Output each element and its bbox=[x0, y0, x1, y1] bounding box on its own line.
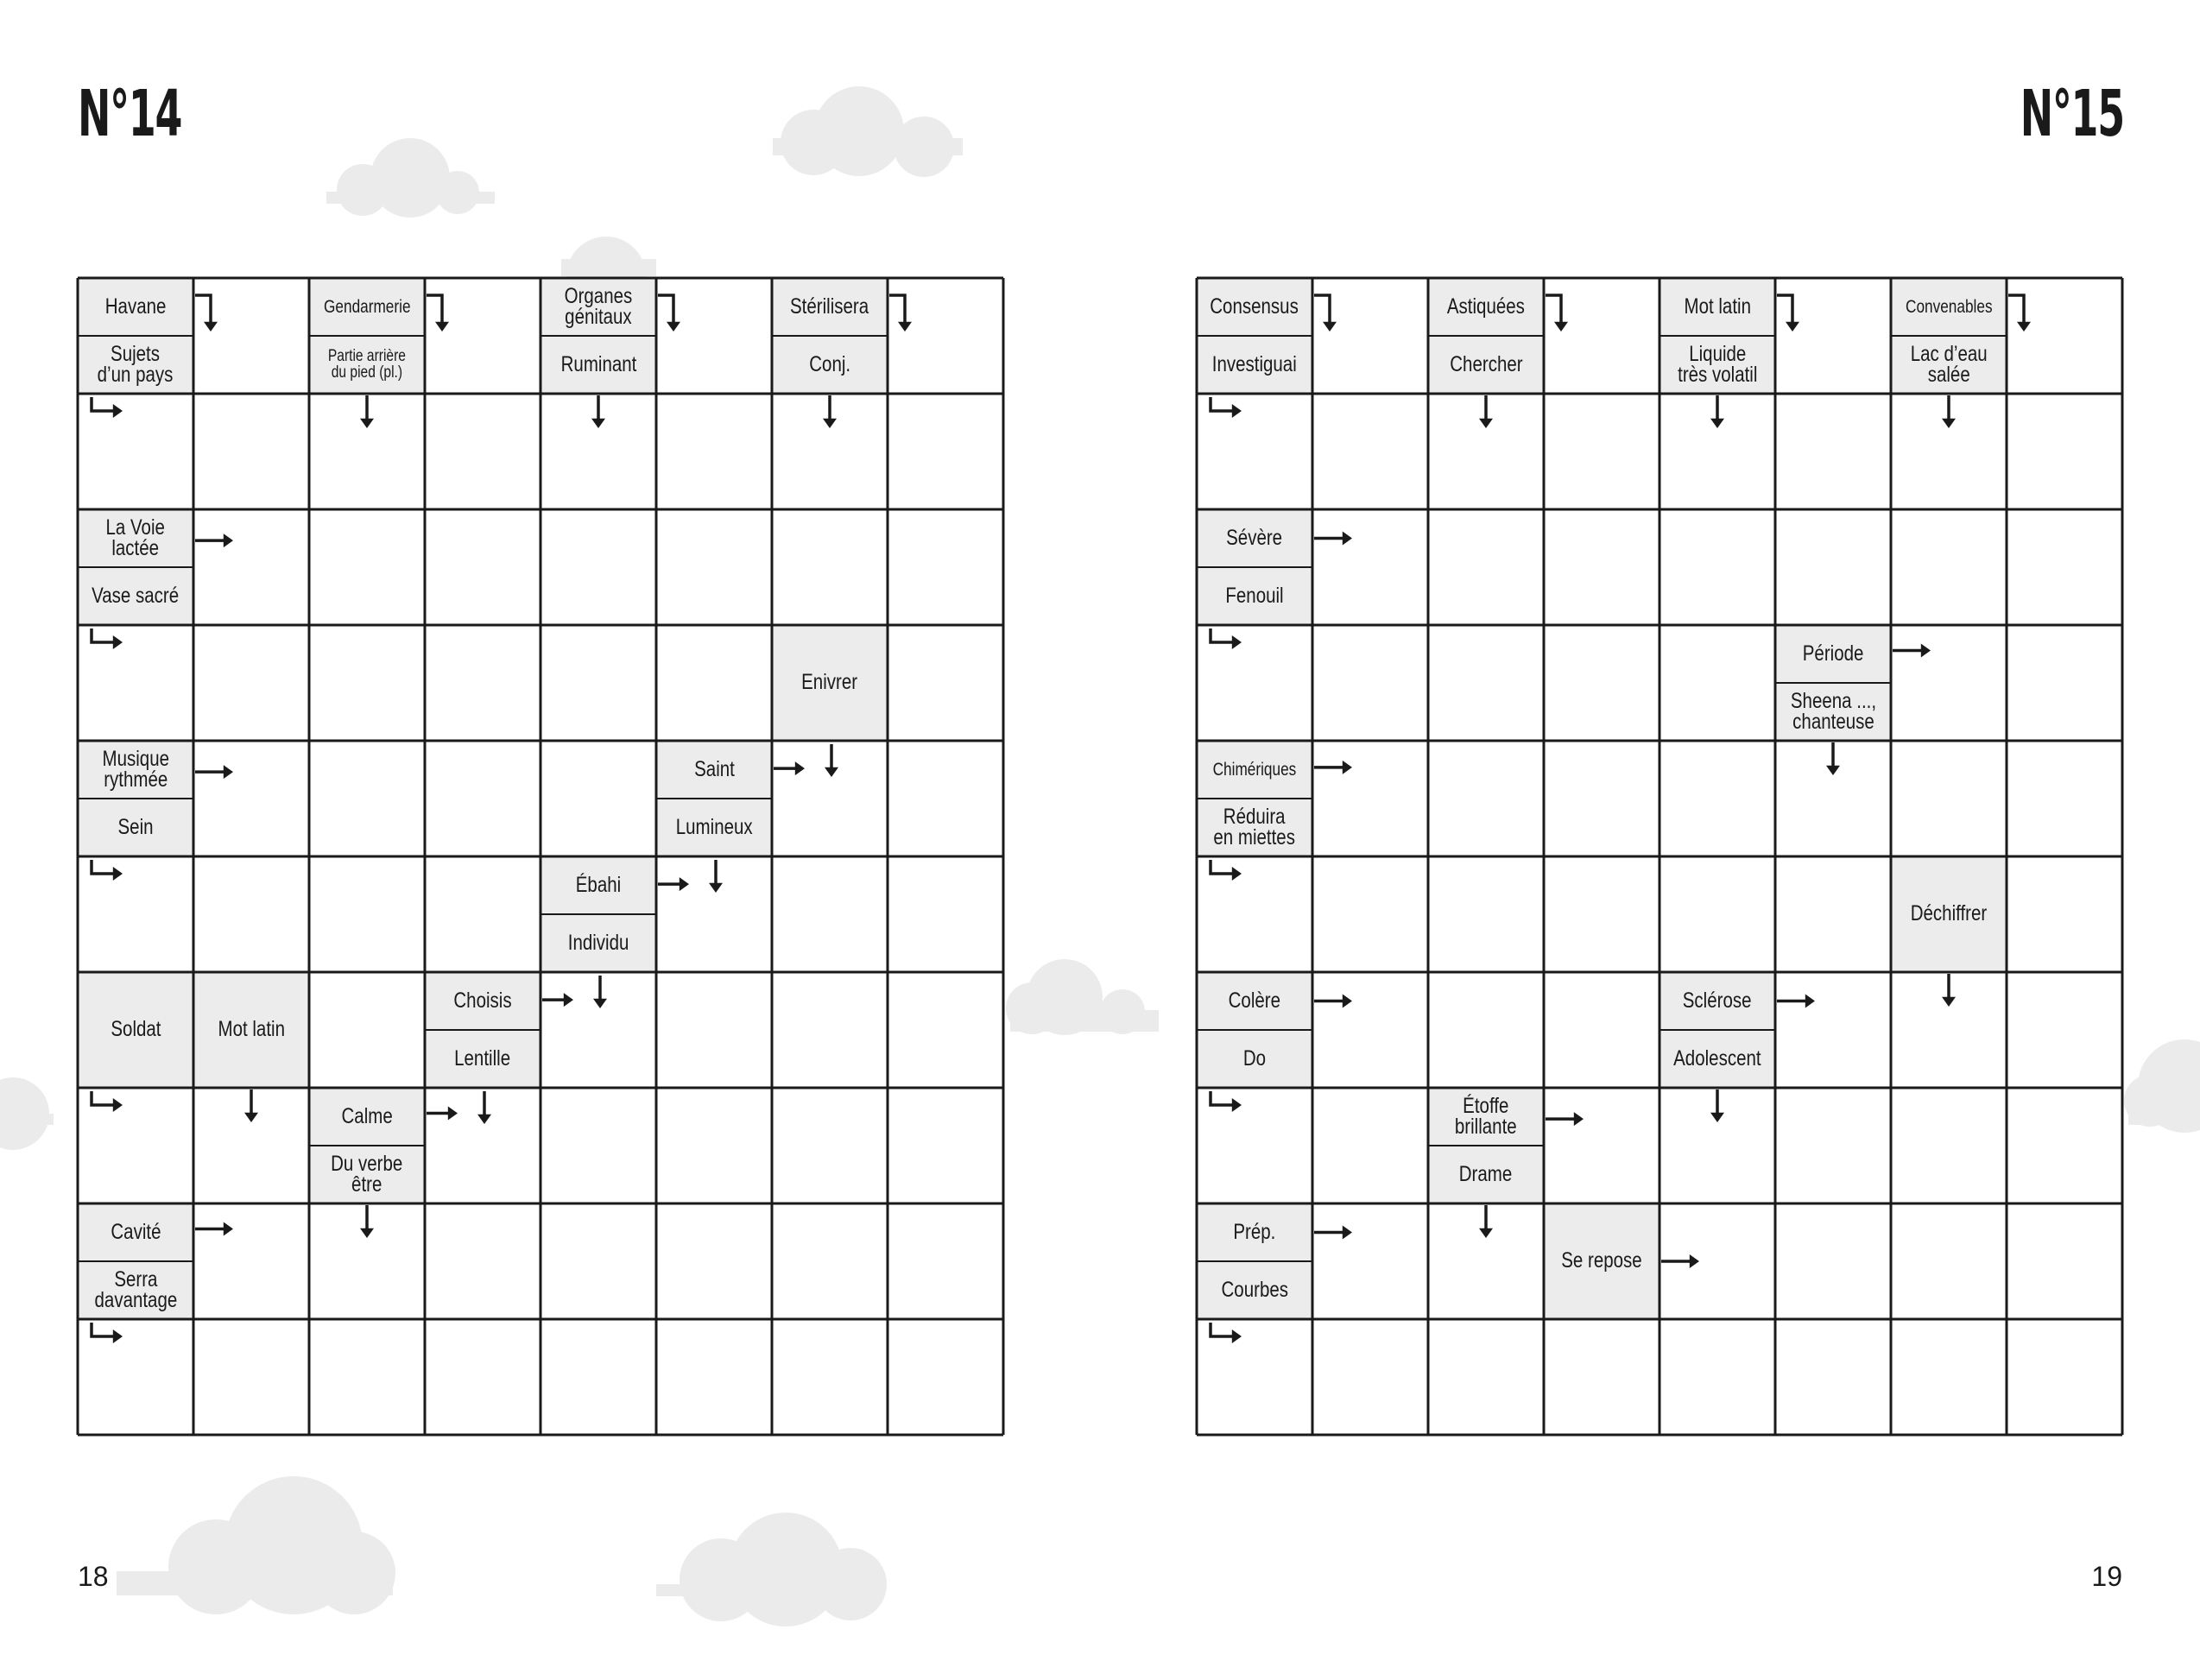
cloud-decoration bbox=[773, 86, 963, 177]
arrow-down-icon bbox=[1942, 395, 1956, 428]
clue-text: Lentille bbox=[454, 1045, 511, 1071]
arrow-bend-down-icon bbox=[427, 295, 449, 332]
cloud-decoration bbox=[656, 1513, 887, 1626]
arrow-head bbox=[1574, 1112, 1584, 1126]
clue-text: Convenables bbox=[1905, 296, 1993, 317]
arrow-bend-down-icon bbox=[195, 295, 218, 332]
arrow-down-icon bbox=[1826, 742, 1840, 775]
clue-text: Lac d’eau salée bbox=[1910, 341, 1988, 387]
arrow-bend-right-icon bbox=[92, 1091, 123, 1112]
grid-lines bbox=[1197, 278, 2122, 1435]
cloud-decoration bbox=[2124, 1039, 2200, 1133]
arrow-right-icon bbox=[1546, 1112, 1584, 1126]
arrow-down-icon bbox=[591, 395, 605, 428]
clue-text: Enivrer bbox=[801, 670, 858, 695]
arrow-right-down-icon bbox=[658, 860, 723, 893]
arrow-head bbox=[591, 419, 605, 428]
arrow-right-icon bbox=[1661, 1254, 1699, 1268]
arrow-head bbox=[1805, 995, 1815, 1008]
puzzle-title: N°14 bbox=[78, 77, 182, 151]
arrow-bend-down-icon bbox=[1777, 295, 1799, 332]
arrow-head bbox=[898, 322, 912, 332]
cloud-decoration bbox=[1006, 959, 1159, 1035]
arrow-right-icon bbox=[195, 534, 233, 547]
arrow-bend-right-icon bbox=[92, 628, 123, 649]
clue-text: Calme bbox=[341, 1103, 393, 1128]
arrow-down-icon bbox=[360, 1205, 374, 1238]
arrow-head bbox=[204, 322, 218, 332]
clue-text: Adolescent bbox=[1673, 1045, 1761, 1071]
crossword-grid-14[interactable] bbox=[78, 278, 1003, 1435]
arrow-down-icon bbox=[1479, 1205, 1493, 1238]
arrow-head bbox=[564, 993, 573, 1007]
clue-text: Du verbe être bbox=[331, 1151, 403, 1197]
arrow-bend-right-icon bbox=[1211, 860, 1242, 881]
arrow-head bbox=[1343, 532, 1352, 546]
clue-text: Astiquées bbox=[1446, 294, 1526, 319]
crossword-grid-15[interactable] bbox=[1197, 278, 2122, 1435]
clue-text: Colère bbox=[1228, 988, 1281, 1013]
arrow-head bbox=[1343, 995, 1352, 1008]
arrow-bend-down-icon bbox=[1314, 295, 1337, 332]
clue-text: Vase sacré bbox=[92, 583, 180, 608]
arrow-head bbox=[113, 1098, 123, 1112]
clue-text: Musique rythmée bbox=[102, 746, 169, 792]
arrow-bend-right-icon bbox=[92, 860, 123, 881]
arrow-head bbox=[1479, 1228, 1493, 1238]
arrow-head bbox=[1343, 761, 1352, 774]
arrow-head bbox=[360, 419, 374, 428]
arrow-head bbox=[709, 883, 723, 893]
arrow-right-icon bbox=[1777, 995, 1815, 1008]
arrow-head bbox=[477, 1115, 491, 1124]
clue-text: Réduira en miettes bbox=[1213, 804, 1296, 849]
arrow-head bbox=[1942, 419, 1956, 428]
arrow-right-icon bbox=[1314, 1226, 1352, 1240]
arrow-down-icon bbox=[1942, 974, 1956, 1007]
arrow-bend-down-icon bbox=[2008, 295, 2031, 332]
clue-text: Chimériques bbox=[1212, 759, 1297, 780]
arrow-bend-right-icon bbox=[92, 397, 123, 418]
clue-text: Stérilisera bbox=[790, 294, 869, 319]
clue-text: Ébahi bbox=[575, 872, 622, 897]
arrow-right-icon bbox=[1314, 532, 1352, 546]
arrow-head bbox=[823, 419, 837, 428]
arrow-right-icon bbox=[195, 1222, 233, 1235]
arrow-head bbox=[435, 322, 449, 332]
arrow-bend-right-icon bbox=[1211, 628, 1242, 649]
arrow-right-down-icon bbox=[542, 976, 607, 1008]
arrow-head bbox=[224, 534, 233, 547]
clue-text: Ruminant bbox=[560, 351, 636, 376]
clue-text: Choisis bbox=[453, 988, 512, 1013]
arrow-bend-down-icon bbox=[889, 295, 912, 332]
arrow-head bbox=[1710, 419, 1724, 428]
arrow-head bbox=[1323, 322, 1337, 332]
arrow-head bbox=[1232, 404, 1242, 418]
arrow-head bbox=[1232, 635, 1242, 649]
arrow-head bbox=[593, 999, 607, 1008]
clue-text: Serra davantage bbox=[94, 1266, 177, 1312]
arrow-head bbox=[244, 1113, 258, 1122]
clue-text: Sujets d’un pays bbox=[98, 341, 174, 387]
clue-text: Prép. bbox=[1233, 1219, 1276, 1244]
clue-text: Mot latin bbox=[218, 1017, 285, 1042]
arrow-right-icon bbox=[195, 765, 233, 779]
clue-text: Mot latin bbox=[1684, 294, 1751, 319]
cloud-decoration bbox=[117, 1476, 395, 1614]
arrow-right-down-icon bbox=[427, 1091, 491, 1124]
arrow-head bbox=[2017, 322, 2031, 332]
clue-text: Partie arrière du pied (pl.) bbox=[327, 347, 407, 382]
arrow-bend-right-icon bbox=[1211, 1323, 1242, 1343]
arrow-bend-down-icon bbox=[658, 295, 680, 332]
clue-text: Investiguai bbox=[1211, 351, 1298, 376]
clue-text: Étoffe brillante bbox=[1455, 1093, 1517, 1139]
arrow-right-icon bbox=[1314, 761, 1352, 774]
page-number: 18 bbox=[78, 1561, 109, 1592]
clue-text: Période bbox=[1802, 641, 1864, 666]
arrow-right-icon bbox=[1893, 643, 1931, 657]
clue-text: Sclérose bbox=[1683, 988, 1752, 1013]
arrow-head bbox=[448, 1106, 458, 1120]
clue-text: Drame bbox=[1459, 1161, 1513, 1186]
clue-text: Gendarmerie bbox=[323, 296, 411, 317]
clue-text: Sévère bbox=[1226, 525, 1283, 550]
arrow-head bbox=[113, 635, 123, 649]
puzzle-title: N°15 bbox=[2020, 77, 2124, 151]
arrow-head bbox=[1343, 1226, 1352, 1240]
arrow-head bbox=[113, 867, 123, 881]
clue-text: Organes génitaux bbox=[564, 283, 633, 329]
clue-text: Havane bbox=[104, 294, 167, 319]
arrow-head bbox=[1826, 766, 1840, 775]
clue-text: Fenouil bbox=[1225, 583, 1284, 608]
clue-text: Conj. bbox=[809, 351, 850, 376]
arrow-head bbox=[1921, 643, 1931, 657]
arrow-head bbox=[825, 767, 838, 777]
arrow-down-icon bbox=[823, 395, 837, 428]
arrow-bend-down-icon bbox=[1546, 295, 1568, 332]
arrow-down-icon bbox=[244, 1089, 258, 1122]
arrow-head bbox=[667, 322, 680, 332]
arrow-head bbox=[224, 765, 233, 779]
arrow-bend-right-icon bbox=[1211, 397, 1242, 418]
arrow-bend-right-icon bbox=[92, 1323, 123, 1343]
cloud-decoration bbox=[0, 1077, 54, 1150]
arrow-head bbox=[795, 761, 805, 775]
arrow-down-icon bbox=[360, 395, 374, 428]
arrow-head bbox=[224, 1222, 233, 1235]
clue-text: La Voie lactée bbox=[105, 515, 166, 560]
arrow-right-down-icon bbox=[774, 744, 838, 777]
arrow-right-icon bbox=[1314, 995, 1352, 1008]
arrow-head bbox=[1554, 322, 1568, 332]
clue-text: Sheena ..., chanteuse bbox=[1790, 688, 1876, 734]
clue-text: Soldat bbox=[110, 1017, 161, 1042]
arrow-head bbox=[1232, 867, 1242, 881]
arrow-down-icon bbox=[1710, 1089, 1724, 1122]
arrow-head bbox=[1479, 419, 1493, 428]
arrow-head bbox=[1710, 1113, 1724, 1122]
arrow-bend-right-icon bbox=[1211, 1091, 1242, 1112]
clue-text: Liquide très volatil bbox=[1677, 341, 1758, 387]
clue-text: Courbes bbox=[1221, 1277, 1288, 1302]
arrow-head bbox=[680, 877, 689, 891]
arrow-head bbox=[1232, 1329, 1242, 1343]
arrow-head bbox=[1942, 997, 1956, 1007]
clue-text: Déchiffrer bbox=[1910, 901, 1988, 926]
arrow-head bbox=[360, 1228, 374, 1238]
cloud-decoration bbox=[326, 138, 495, 218]
clue-text: Do bbox=[1242, 1045, 1267, 1071]
arrow-head bbox=[113, 404, 123, 418]
page-number: 19 bbox=[2091, 1561, 2122, 1592]
clue-text: Sein bbox=[117, 814, 154, 839]
clue-text: Consensus bbox=[1210, 294, 1299, 319]
clue-text: Cavité bbox=[110, 1219, 161, 1244]
arrow-head bbox=[1690, 1254, 1699, 1268]
clue-text: Lumineux bbox=[675, 814, 753, 839]
clue-text: Se repose bbox=[1561, 1248, 1642, 1273]
clue-text: Individu bbox=[567, 930, 629, 955]
arrow-head bbox=[1786, 322, 1799, 332]
grid-lines bbox=[78, 278, 1003, 1435]
arrow-down-icon bbox=[1479, 395, 1493, 428]
arrow-head bbox=[1232, 1098, 1242, 1112]
clue-text: Saint bbox=[693, 756, 735, 781]
clue-text: Chercher bbox=[1449, 351, 1523, 376]
arrow-down-icon bbox=[1710, 395, 1724, 428]
arrow-head bbox=[113, 1329, 123, 1343]
